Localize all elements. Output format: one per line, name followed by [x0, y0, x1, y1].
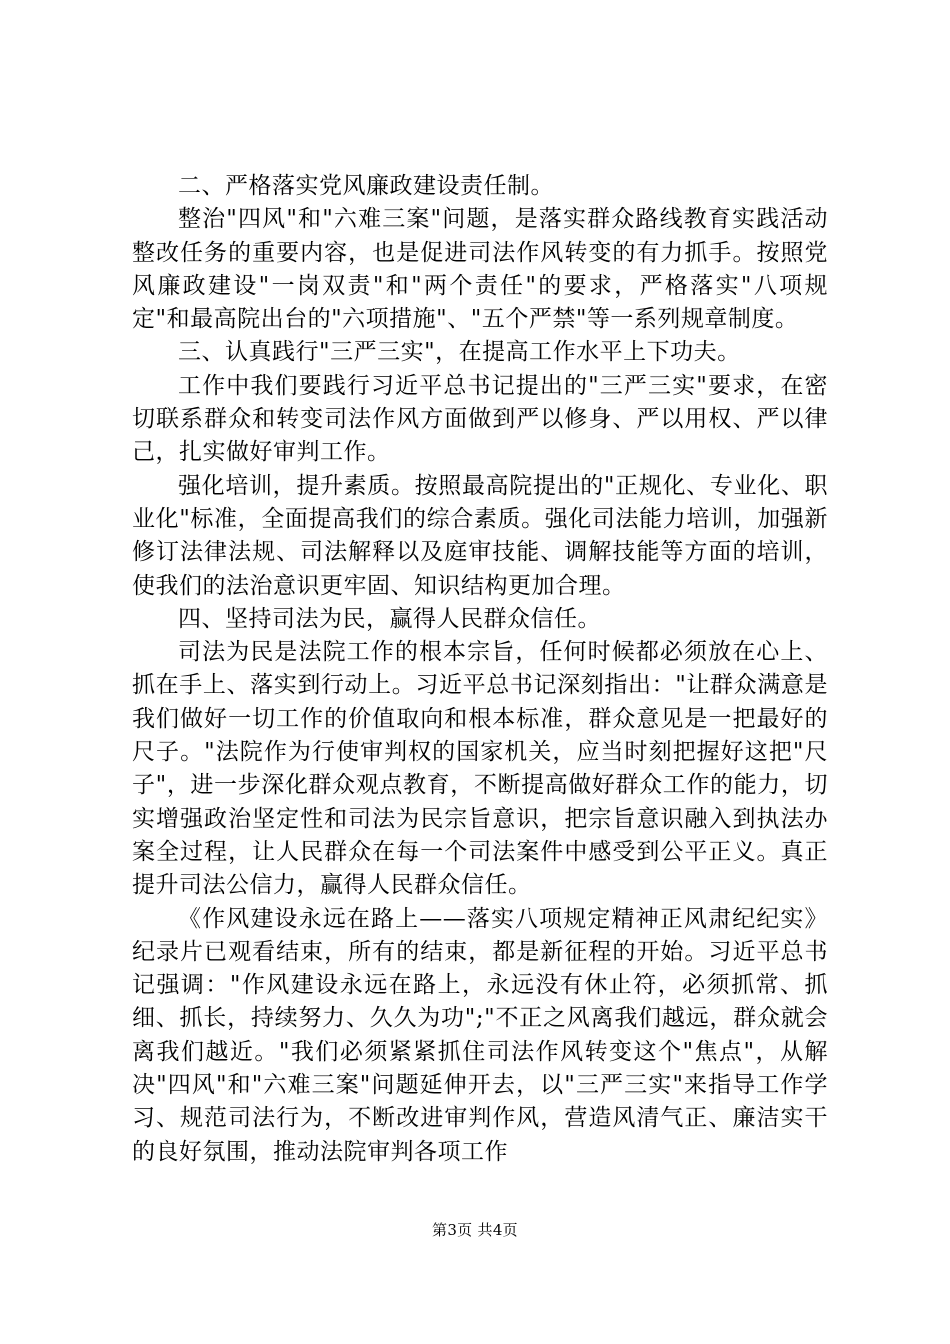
paragraph-three-stricts: 工作中我们要践行习近平总书记提出的"三严三实"要求，在密切联系群众和转变司法作风方面做到严以修身、严以用权、严以律己，扎实做好审判工作。 [132, 372, 828, 466]
paragraph-training: 强化培训，提升素质。按照最高院提出的"正规化、专业化、职业化"标准，全面提高我们的综合素质。强化司法能力培训，加强新修订法律法规、司法解释以及庭审技能、调解技能等方面的培训，使我们的法治意识更牢固、知识结构更加合理。 [132, 472, 828, 599]
page-number-footer: 第3页 共4页 [432, 1221, 518, 1239]
document-body [132, 170, 828, 1169]
paragraph-justice-for-people: 司法为民是法院工作的根本宗旨，任何时候都必须放在心上、抓在手上、落实到行动上。习近平总书记深刻指出："让群众满意是我们做好一切工作的价值取向和根本标准，群众意见是一把最好的尺子。"法院作为行使审判权的国家机关，应当时刻把握好这把"尺子"，进一步深化群众观点教育，不断提高做好群众工作的能力，切实增强政治坚定性和司法为民宗旨意识，把宗旨意识融入到执法办案全过程，让人民群众在每一个司法案件中感受到公平正义。真正提升司法公信力，赢得人民群众信任。 [132, 639, 828, 899]
heading-section-three: 三、认真践行"三严三实"，在提高工作水平上下功夫。 [178, 339, 741, 366]
paragraph-four-winds: 整治"四风"和"六难三案"问题，是落实群众路线教育实践活动整改任务的重要内容，也是促进司法作风转变的有力抓手。按照党风廉政建设"一岗双责"和"两个责任"的要求，严格落实"八项规定"和最高院出台的"六项措施"、"五个严禁"等一系列规章制度。 [132, 206, 828, 333]
paragraph-documentary: 《作风建设永远在路上——落实八项规定精神正风肃纪纪实》纪录片已观看结束，所有的结束，都是新征程的开始。习近平总书记强调："作风建设永远在路上，永远没有休止符，必须抓常、抓细、抓长，持续努力、久久为功";"不正之风离我们越远，群众就会离我们越近。"我们必须紧紧抓住司法作风转变这个"焦点"，从解决"四风"和"六难三案"问题延伸开去，以"三严三实"来指导工作学习、规范司法行为，不断改进审判作风，营造风清气正、廉洁实干的良好氛围，推动法院审判各项工作 [132, 905, 828, 1165]
heading-section-two: 二、严格落实党风廉政建设责任制。 [178, 173, 554, 199]
heading-section-four: 四、坚持司法为民，赢得人民群众信任。 [178, 605, 601, 632]
